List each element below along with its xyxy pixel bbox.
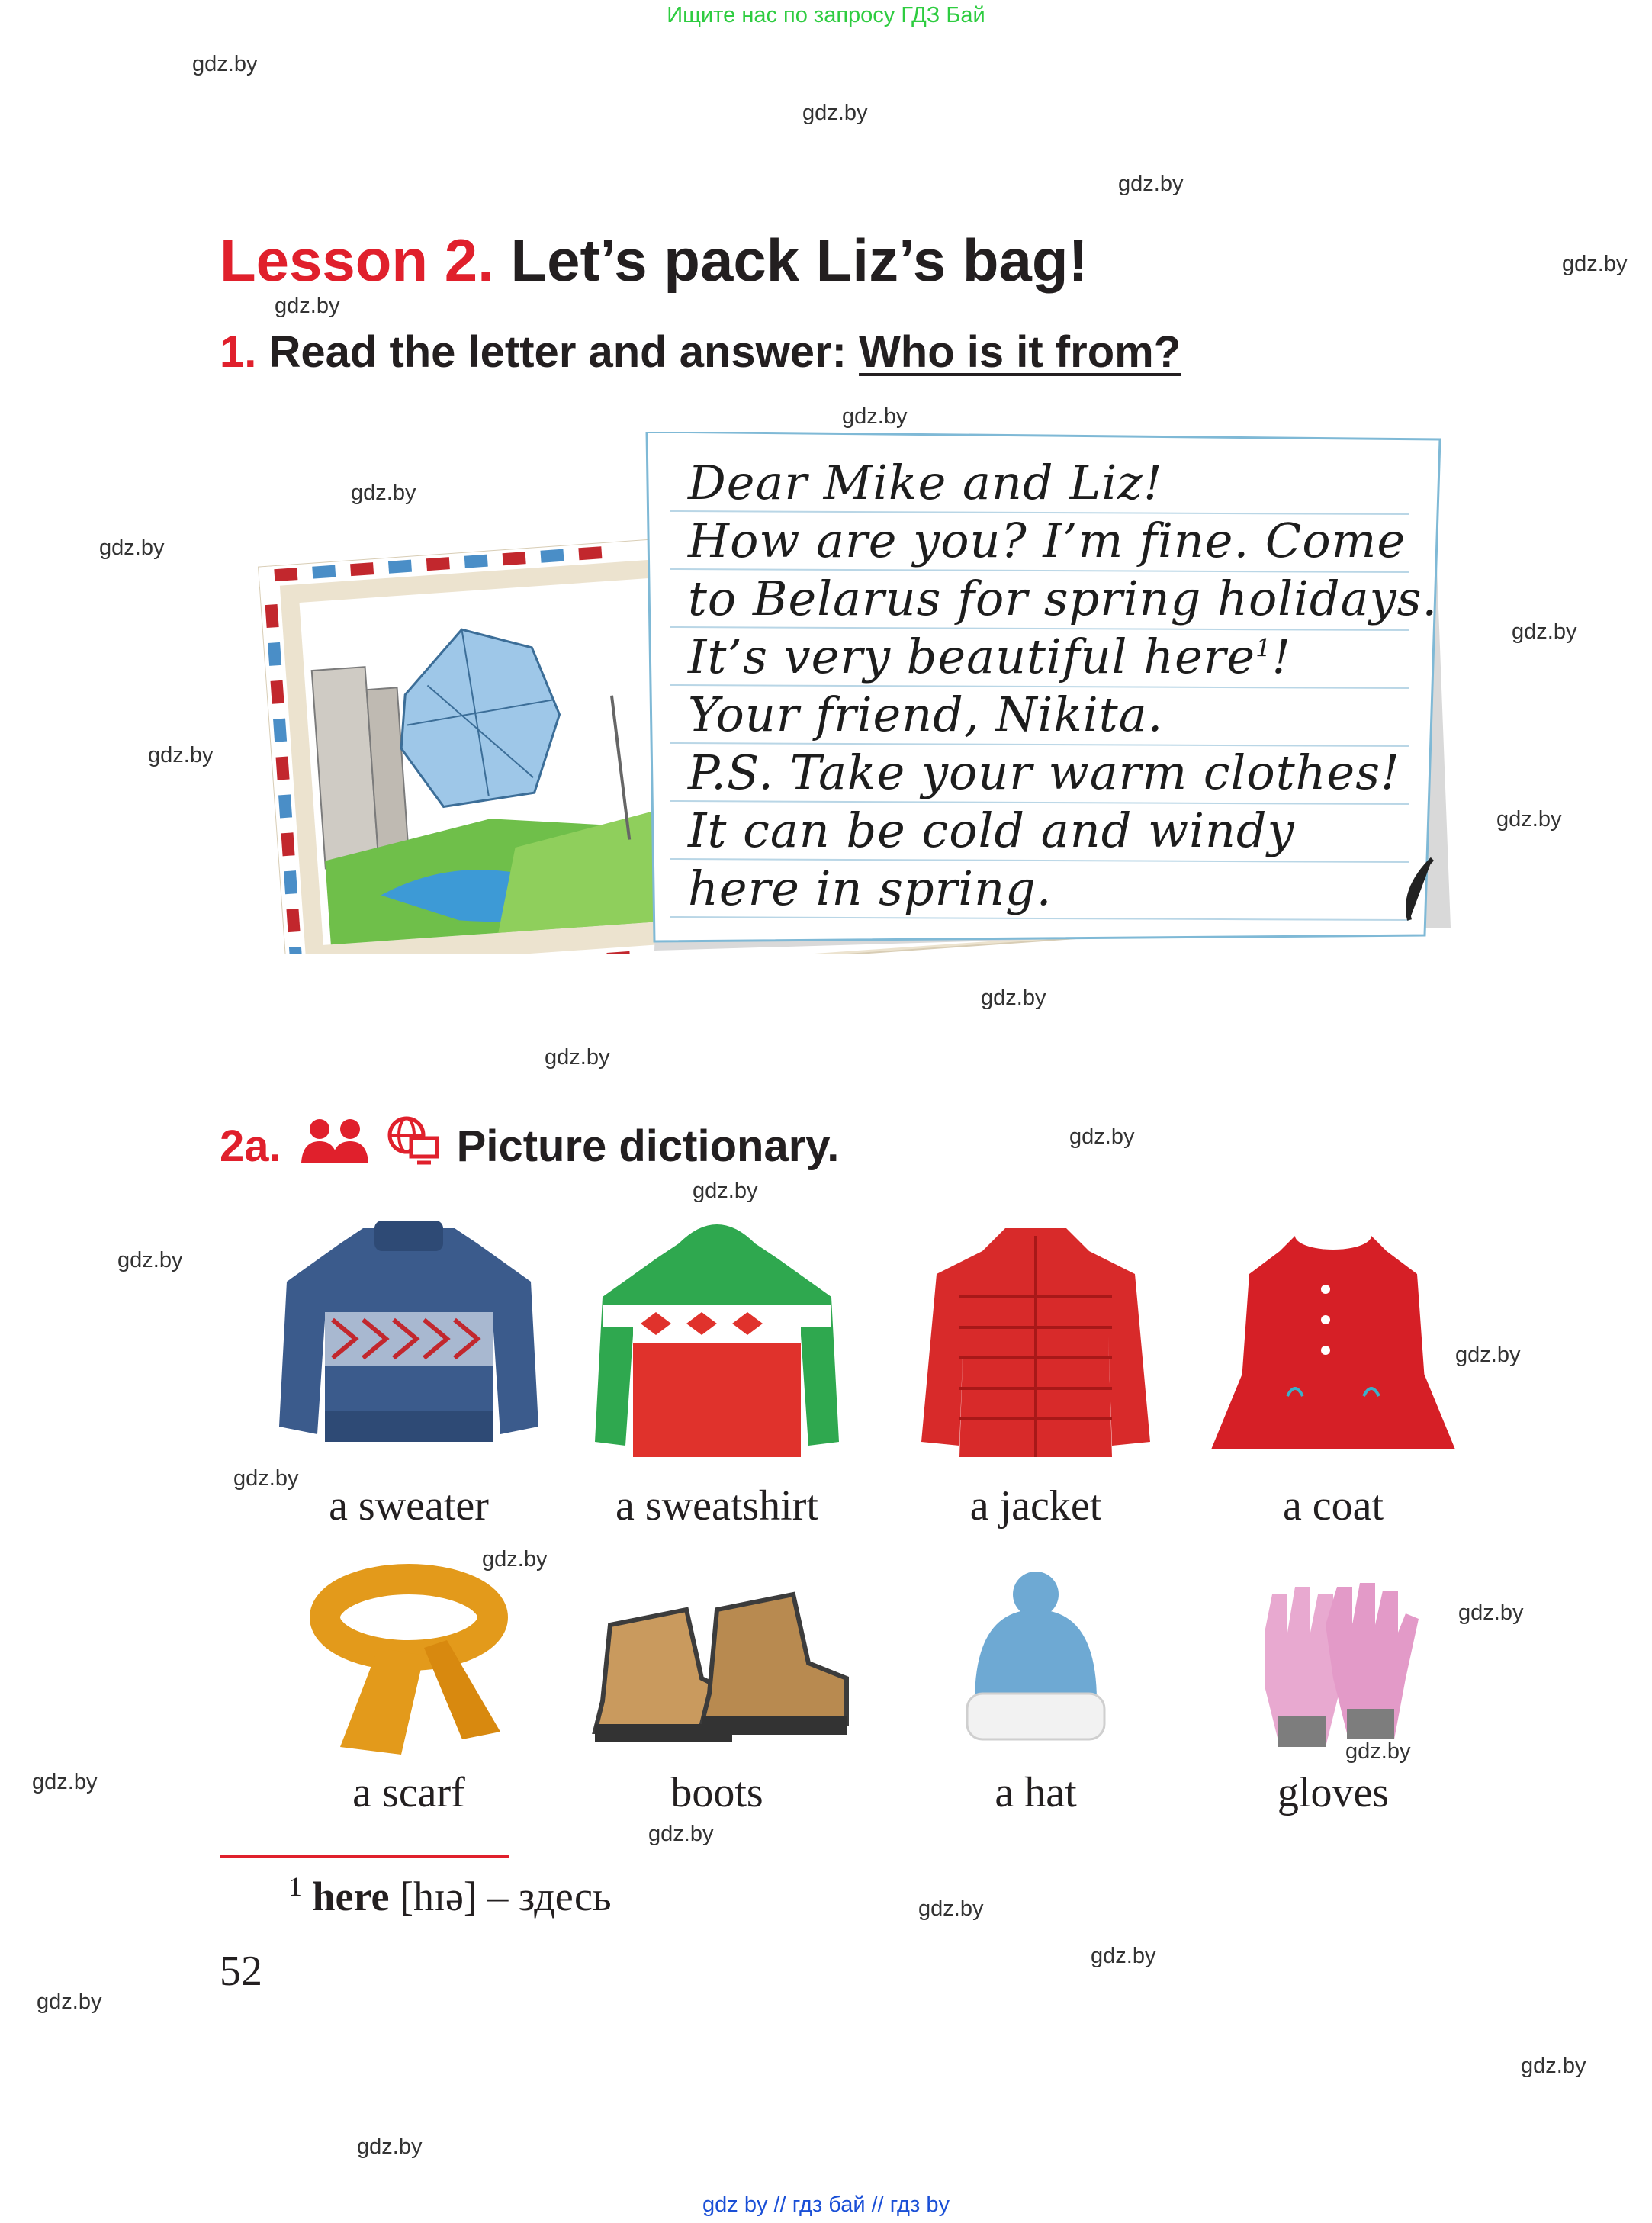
watermark: gdz.by — [117, 1248, 183, 1272]
footnote-number: 1 — [288, 1871, 302, 1902]
letter-note — [639, 432, 1452, 961]
watermark: gdz.by — [1091, 1944, 1156, 1968]
letter-line-text: It’s very beautiful here — [688, 629, 1256, 684]
watermark: gdz.by — [1521, 2054, 1586, 2078]
exercise-1-question: Who is it from? — [859, 327, 1181, 377]
watermark: gdz.by — [192, 52, 258, 76]
lesson-number: Lesson 2. — [220, 227, 494, 294]
watermark: gdz.by — [275, 294, 340, 318]
page-number: 52 — [220, 1948, 262, 1995]
watermark: gdz.by — [842, 404, 908, 429]
watermark: gdz.by — [1345, 1739, 1411, 1764]
exercise-2a-number: 2a. — [220, 1121, 281, 1171]
footnote-transcription: [hɪə] — [399, 1874, 477, 1919]
online-resource-icon — [387, 1115, 440, 1176]
watermark: gdz.by — [148, 743, 214, 767]
exercise-2a-heading — [220, 1115, 839, 1176]
letter-line: It can be cold and windy — [688, 803, 1295, 858]
watermark: gdz.by — [1458, 1600, 1524, 1625]
dictionary-label: a scarf — [352, 1769, 465, 1816]
exercise-1-number: 1. — [220, 327, 257, 377]
watermark: gdz.by — [545, 1045, 610, 1070]
watermark: gdz.by — [648, 1822, 714, 1846]
footnote-word: here — [312, 1874, 390, 1919]
exercise-1-instruction: Read the letter and answer: — [268, 327, 847, 377]
pair-work-icon — [300, 1117, 370, 1175]
coat-image — [1173, 1213, 1493, 1472]
watermark: gdz.by — [233, 1466, 299, 1491]
watermark: gdz.by — [981, 986, 1046, 1010]
footnote-mark: 1 — [1255, 633, 1272, 663]
footnote-translation: – здесь — [487, 1874, 612, 1919]
footer-links[interactable]: gdz by // гдз бай // гдз by — [702, 2192, 950, 2217]
letter-line: How are you? I’m fine. Come — [688, 513, 1406, 568]
letter-line: Your friend, Nikita. — [688, 687, 1164, 742]
dictionary-label: a coat — [1282, 1482, 1384, 1530]
letter-line: here in spring. — [688, 861, 1053, 916]
dictionary-label: boots — [670, 1769, 763, 1816]
watermark: gdz.by — [1455, 1343, 1521, 1367]
watermark: gdz.by — [693, 1179, 758, 1203]
watermark: gdz.by — [1069, 1124, 1135, 1149]
sweater-image — [249, 1213, 569, 1472]
footnote — [288, 1871, 612, 1920]
lesson-title — [220, 226, 1088, 295]
dictionary-label: a jacket — [969, 1482, 1102, 1530]
letter-line: P.S. Take your warm clothes! — [688, 745, 1400, 800]
watermark: gdz.by — [482, 1547, 548, 1572]
letter-line: to Belarus for spring holidays. — [688, 571, 1438, 626]
dictionary-label: a sweatshirt — [615, 1482, 818, 1530]
search-hint[interactable]: Ищите нас по запросу ГДЗ Бай — [667, 3, 985, 27]
watermark: gdz.by — [802, 101, 868, 125]
exercise-1-heading — [220, 327, 1181, 378]
dictionary-label: gloves — [1277, 1769, 1390, 1816]
footnote-divider — [220, 1855, 509, 1858]
letter-line — [688, 629, 1291, 684]
sweatshirt-image — [557, 1213, 877, 1472]
watermark: gdz.by — [1562, 252, 1628, 276]
letter-exclamation: ! — [1271, 629, 1292, 684]
lesson-title-text: Let’s pack Liz’s bag! — [510, 227, 1088, 294]
watermark: gdz.by — [37, 1990, 102, 2014]
dictionary-label: a hat — [995, 1769, 1077, 1816]
watermark: gdz.by — [918, 1896, 984, 1921]
jacket-image — [876, 1213, 1196, 1472]
watermark: gdz.by — [1512, 619, 1577, 644]
watermark: gdz.by — [99, 536, 165, 560]
watermark: gdz.by — [32, 1770, 98, 1794]
watermark: gdz.by — [351, 481, 416, 505]
watermark: gdz.by — [1118, 172, 1184, 196]
dictionary-label: a sweater — [329, 1482, 489, 1530]
letter-line: Dear Mike and Liz! — [688, 455, 1163, 510]
watermark: gdz.by — [357, 2135, 423, 2159]
watermark: gdz.by — [1496, 807, 1562, 832]
exercise-2a-title: Picture dictionary. — [456, 1121, 840, 1171]
